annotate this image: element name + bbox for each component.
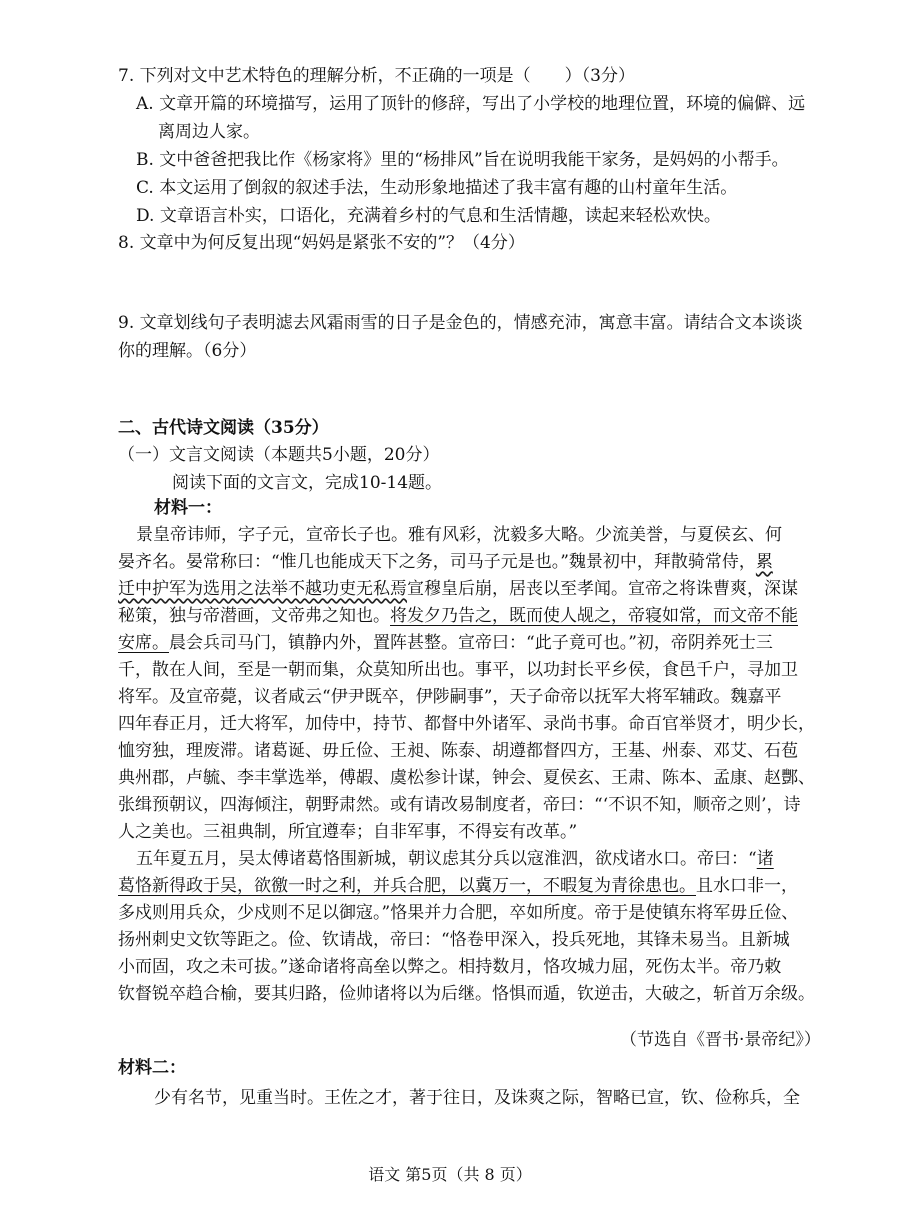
underlined-sentence: 诸 — [756, 849, 774, 869]
q7-option-d: D. 文章语言朴实，口语化，充满着乡村的气息和生活情趣，读起来轻松欢快。 — [136, 206, 721, 226]
q8-stem: 8. 文章中为何反复出现“妈妈是紧张不安的”？（4分） — [118, 233, 525, 253]
q7-option-b: B. 文中爸爸把我比作《杨家将》里的“杨排风”旨在说明我能干家务，是妈妈的小帮手。 — [136, 150, 789, 170]
passage-line: 迁中护军为选用之法举不越功吏无私焉宣穆皇后崩，居丧以至孝闻。宣帝之将诛曹爽，深谋 — [118, 579, 798, 599]
passage-line: 四年春正月，迁大将军，加侍中，持节、都督中外诸军、录尚书事。命百官举贤才，明少长， — [118, 714, 815, 734]
passage-line: 千，散在人间，至是一朝而集，众莫知所出也。事平，以功封长平乡侯，食邑千户，寻加卫 — [118, 660, 798, 680]
passage-line: 多戍则用兵众，少戍则不足以御寇。”恪果并力合肥，卒如所度。帝于是使镇东将军毋丘俭、 — [118, 903, 799, 923]
underlined-sentence: 将发夕乃告之，既而使人觇之，帝寝如常，而文帝不能 — [390, 606, 798, 626]
passage-line: 钦督锐卒趋合榆，要其归路，俭帅诸将以为后继。恪惧而遁，钦逆击，大破之，斩首万余级。 — [118, 984, 815, 1004]
wavy-underlined-text: 累 — [755, 552, 773, 572]
passage-line: 少有名节，见重当时。王佐之才，著于往日，及诛爽之际，智略已宣，钦、俭称兵，全 — [154, 1088, 800, 1108]
passage-line: 将军。及宣帝薨，议者咸云“伊尹既卒，伊陟嗣事”，天子命帝以抚军大将军辅政。魏嘉平 — [118, 687, 782, 707]
passage-line: 小而固，攻之未可拔。”遂命诸将高垒以弊之。相持数月，恪攻城力屈，死伤太半。帝乃敕 — [118, 957, 782, 977]
passage-line: 秘策，独与帝潜画，文帝弗之知也。将发夕乃告之，既而使人觇之，帝寝如常，而文帝不能 — [118, 606, 798, 626]
q7-option-a: A. 文章开篇的环境描写，运用了顶针的修辞，写出了小学校的地理位置，环境的偏僻、远 — [136, 94, 806, 114]
instruction: 阅读下面的文言文，完成10-14题。 — [172, 473, 443, 493]
passage-line: 典州郡，卢毓、李丰掌选举，傅嘏、虞松参计谋，钟会、夏侯玄、王肃、陈本、孟康、赵酆、 — [118, 768, 815, 788]
q7-stem: 7. 下列对文中艺术特色的理解分析，不正确的一项是（ ）（3分） — [118, 66, 635, 86]
underlined-sentence: 葛恪新得政于吴，欲徼一时之利，并兵合肥，以冀万一，不暇复为青徐患也。 — [118, 876, 696, 896]
wavy-underlined-text: 迁中护军为选用之法举不越功吏无私焉 — [118, 579, 407, 599]
underlined-sentence: 安席。 — [118, 633, 169, 653]
material-one-title: 材料一： — [154, 498, 222, 518]
q7-option-a-cont: 离周边人家。 — [158, 122, 260, 142]
section-title: 二、古代诗文阅读（35分） — [118, 418, 329, 438]
subsection-title: （一）文言文阅读（本题共5小题，20分） — [118, 445, 440, 465]
passage-line: 景皇帝讳师，字子元，宣帝长子也。雅有风彩，沈毅多大略。少流美誉，与夏侯玄、何 — [136, 525, 782, 545]
source-citation: （节选自《晋书·景帝纪》） — [620, 1030, 821, 1050]
passage-line: 晏齐名。晏常称曰：“惟几也能成天下之务，司马子元是也。”魏景初中，拜散骑常侍，累 — [118, 552, 773, 572]
q7-option-c: C. 本文运用了倒叙的叙述手法，生动形象地描述了我丰富有趣的山村童年生活。 — [136, 178, 738, 198]
passage-line: 安席。晨会兵司马门，镇静内外，置阵甚整。宣帝曰：“此子竟可也。”初，帝阴养死士三 — [118, 633, 773, 653]
page-footer: 语文 第5页（共 8 页） — [368, 1165, 532, 1184]
passage-line: 扬州刺史文钦等距之。俭、钦请战，帝曰：“恪卷甲深入，投兵死地，其锋未易当。且新城 — [118, 930, 790, 950]
q9-stem-cont: 你的理解。（6分） — [118, 341, 257, 361]
passage-line: 恤穷独，理废滞。诸葛诞、毋丘俭、王昶、陈泰、胡遵都督四方，王基、州泰、邓艾、石苞 — [118, 741, 798, 761]
material-two-title: 材料二： — [118, 1058, 186, 1078]
passage-line: 张缉预朝议，四海倾注，朝野肃然。或有请改易制度者，帝曰：“‘不识不知，顺帝之则’，诗 — [118, 795, 801, 815]
q9-stem: 9. 文章划线句子表明滤去风霜雨雪的日子是金色的，情感充沛，寓意丰富。请结合文本谈谈 — [118, 313, 803, 333]
passage-line: 五年夏五月，吴太傅诸葛恪围新城，朝议虑其分兵以寇淮泗，欲戍诸水口。帝曰：“诸 — [136, 849, 774, 869]
passage-line: 葛恪新得政于吴，欲徼一时之利，并兵合肥，以冀万一，不暇复为青徐患也。且水口非一， — [118, 876, 798, 896]
passage-line: 人之美也。三祖典制，所宜遵奉；自非军事，不得妄有改革。” — [118, 822, 578, 842]
